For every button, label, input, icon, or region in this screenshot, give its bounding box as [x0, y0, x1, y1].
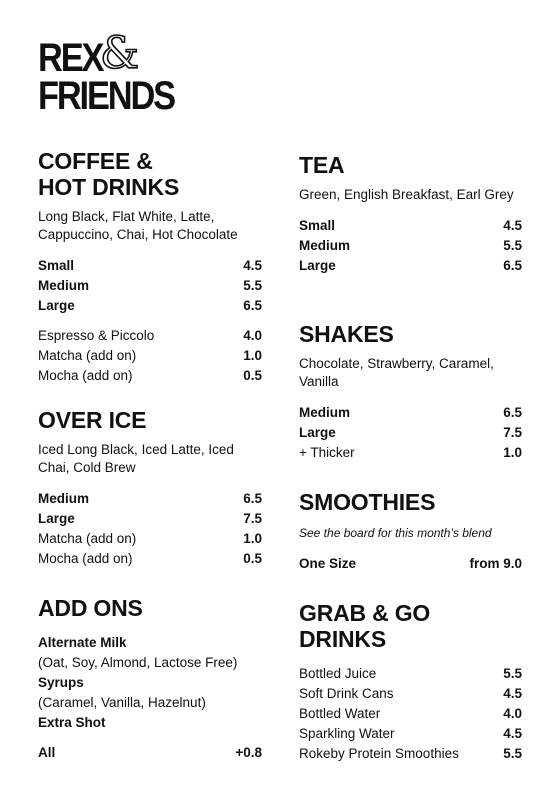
brand-word-friends: FRIENDS	[38, 74, 174, 118]
size-list	[299, 554, 522, 574]
section-grab-and-go	[299, 600, 522, 764]
add-on-list	[38, 633, 262, 763]
section-title: ADD ONS	[38, 595, 143, 621]
price-row: Large 7.5	[299, 425, 522, 440]
price-row: Medium 6.5	[299, 405, 522, 420]
price-row: Mocha (add on) 0.5	[38, 368, 262, 383]
section-description: Chocolate, Strawberry, Caramel, Vanilla	[299, 356, 494, 389]
price-row: Matcha (add on) 1.0	[38, 531, 262, 546]
add-on-label: Syrups	[38, 675, 84, 690]
price-row: All +0.8	[38, 745, 262, 760]
price-row: Medium 5.5	[299, 238, 522, 253]
price-row: Soft Drink Cans 4.5	[299, 686, 522, 701]
add-on-options: (Caramel, Vanilla, Hazelnut)	[38, 695, 206, 710]
section-smoothies	[299, 489, 522, 574]
price-row: Mocha (add on) 0.5	[38, 551, 262, 566]
price-row: Sparkling Water 4.5	[299, 726, 522, 741]
section-add-ons	[38, 595, 262, 763]
section-description: Iced Long Black, Iced Latte, Iced Chai, Cold Brew	[38, 442, 234, 475]
section-title: SMOOTHIES	[299, 489, 436, 515]
section-description: Long Black, Flat White, Latte, Cappuccino, Chai, Hot Chocolate	[38, 209, 238, 242]
price-row: Large 6.5	[38, 298, 262, 313]
section-tea	[299, 152, 522, 276]
price-row: + Thicker 1.0	[299, 445, 522, 460]
section-title: TEA	[299, 152, 345, 178]
price-row: Bottled Juice 5.5	[299, 666, 522, 681]
item-list	[299, 664, 522, 764]
size-list	[38, 256, 262, 386]
size-list	[299, 216, 522, 276]
section-title: SHAKES	[299, 321, 394, 347]
price-row: Rokeby Protein Smoothies 5.5	[299, 746, 522, 761]
price-row: Espresso & Piccolo 4.0	[38, 328, 262, 343]
price-row: Medium 5.5	[38, 278, 262, 293]
price-row: Medium 6.5	[38, 491, 262, 506]
add-on-label: Alternate Milk	[38, 635, 127, 650]
section-note: See the board for this month’s blend	[299, 526, 492, 540]
section-title: GRAB & GO DRINKS	[299, 600, 431, 652]
price-row: Matcha (add on) 1.0	[38, 348, 262, 363]
price-row: One Size from 9.0	[299, 556, 522, 571]
section-title: COFFEE & HOT DRINKS	[38, 148, 180, 200]
brand-logo	[38, 28, 174, 118]
price-row: Small 4.5	[38, 258, 262, 273]
price-row: Small 4.5	[299, 218, 522, 233]
section-shakes	[299, 321, 522, 463]
add-on-options: (Oat, Soy, Almond, Lactose Free)	[38, 655, 238, 670]
size-list	[299, 403, 522, 463]
section-description: Green, English Breakfast, Earl Grey	[299, 187, 514, 202]
add-on-label: Extra Shot	[38, 715, 106, 730]
section-over-ice	[38, 407, 262, 569]
size-list	[38, 489, 262, 569]
section-coffee	[38, 148, 262, 386]
brand-word-rex: REX	[38, 36, 103, 80]
price-row: Large 7.5	[38, 511, 262, 526]
section-title: OVER ICE	[38, 407, 147, 433]
price-row: Bottled Water 4.0	[299, 706, 522, 721]
brand-ampersand: &	[100, 28, 140, 79]
price-row: Large 6.5	[299, 258, 522, 273]
